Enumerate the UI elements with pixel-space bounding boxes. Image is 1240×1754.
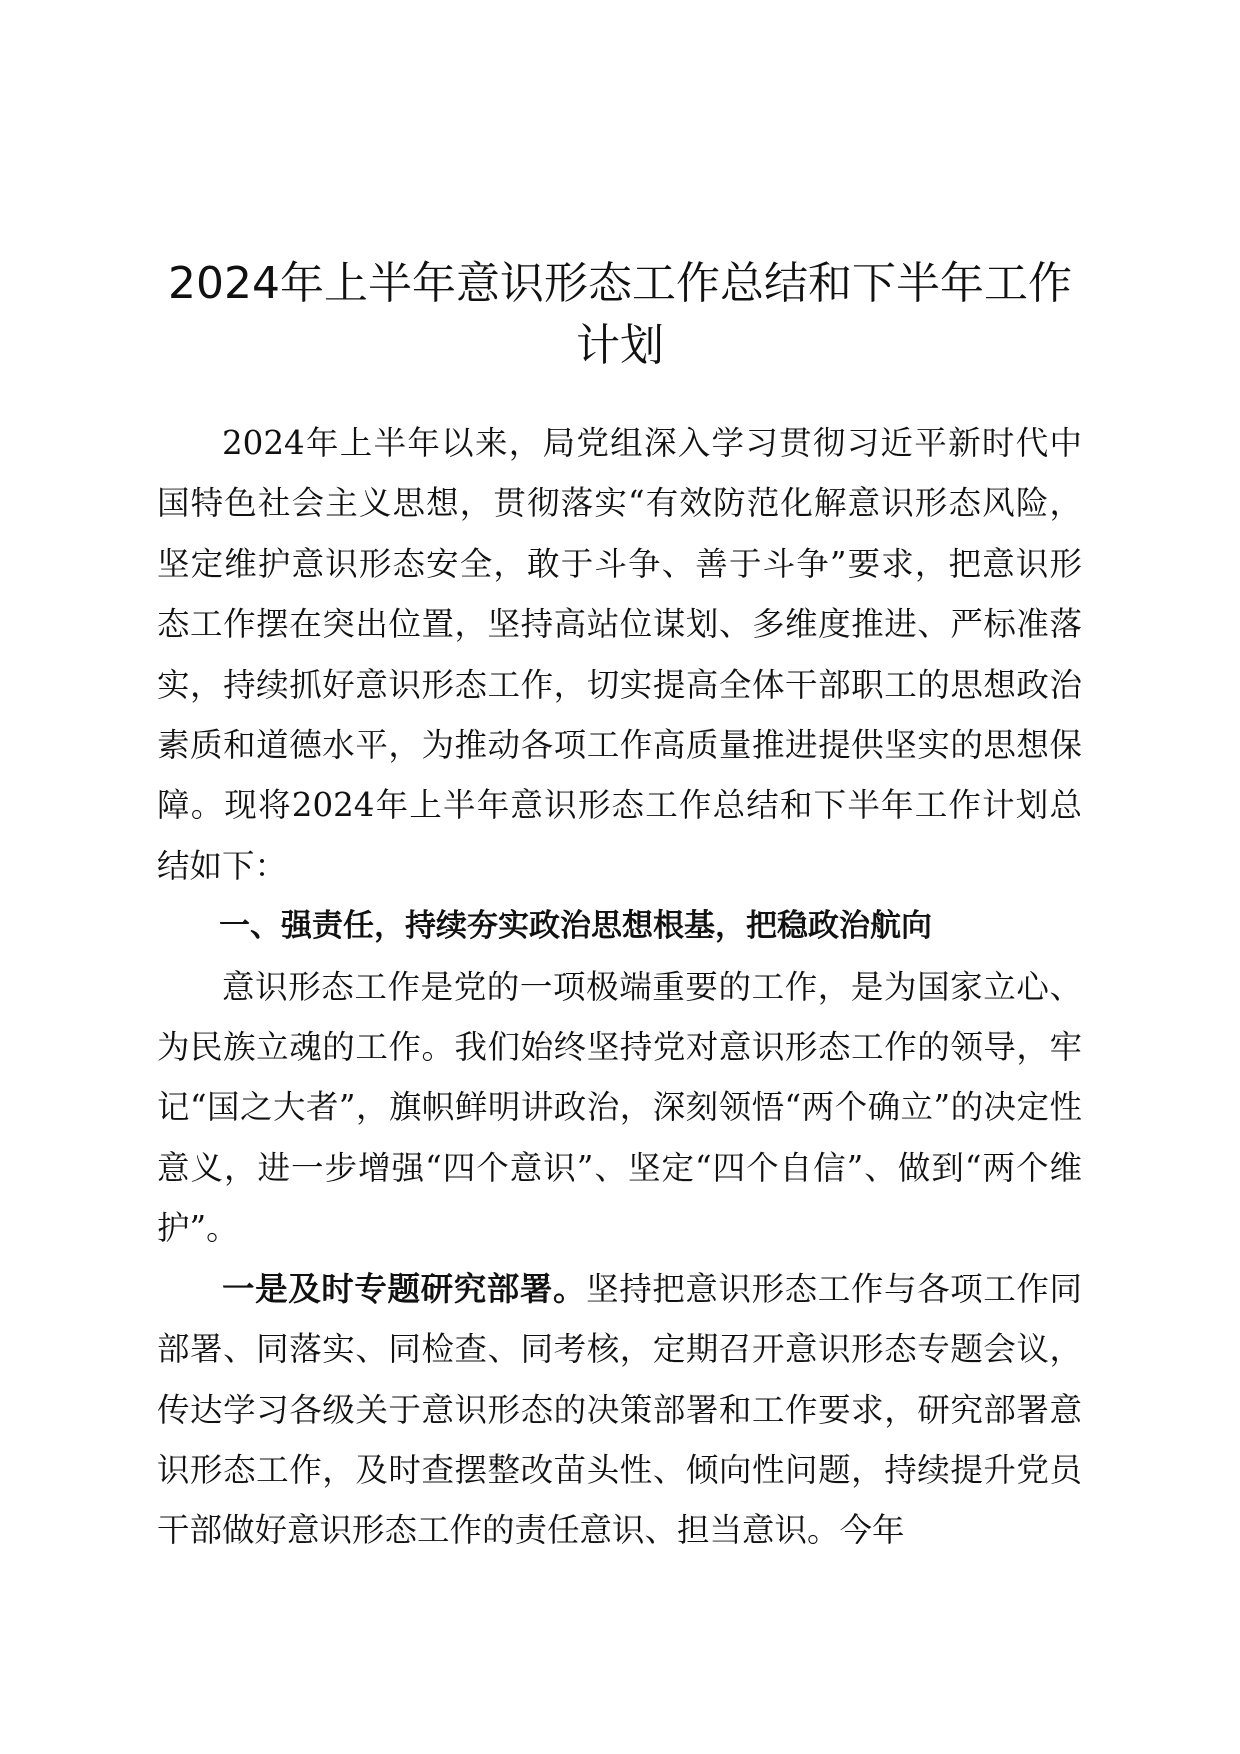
intro-paragraph: 2024年上半年以来，局党组深入学习贯彻习近平新时代中国特色社会主义思想，贯彻落实“有效防范化解意识形态风险，坚定维护意识形态安全，敢于斗争、善于斗争”要求，把意识形态工作摆在突出位置，坚持高站位谋划、多维度推进、严标准落实，持续抓好意识形态工作，切实提高全体干部职工的思想政治素质和道德水平，为推动各项工作高质量推进提供坚实的思想保障。现将2024年上半年意识形态工作总结和下半年工作计划总结如下： [157,424,1082,885]
item-text: 坚持把意识形态工作与各项工作同部署、同落实、同检查、同考核，定期召开意识形态专题会议，传达学习各级关于意识形态的决策部署和工作要求，研究部署意识形态工作，及时查摆整改苗头性、倾向性问题，持续提升党员干部做好意识形态工作的责任意识、担当意识。今年 [157,1269,1082,1550]
item-paragraph [157,1259,1082,1561]
item-lead: 一是及时专题研究部署。 [222,1268,587,1308]
section-heading: 一、强责任，持续夯实政治思想根基，把稳政治航向 [219,908,932,945]
section-paragraph: 意识形态工作是党的一项极端重要的工作，是为国家立心、为民族立魂的工作。我们始终坚持党对意识形态工作的领导，牢记“国之大者”，旗帜鲜明讲政治，深刻领悟“两个确立”的决定性意义，进一步增强“四个意识”、坚定“四个自信”、做到“两个维护”。 [157,967,1082,1248]
document-body [157,413,1082,1561]
document-title: 2024年上半年意识形态工作总结和下半年工作计划 [168,258,1072,371]
